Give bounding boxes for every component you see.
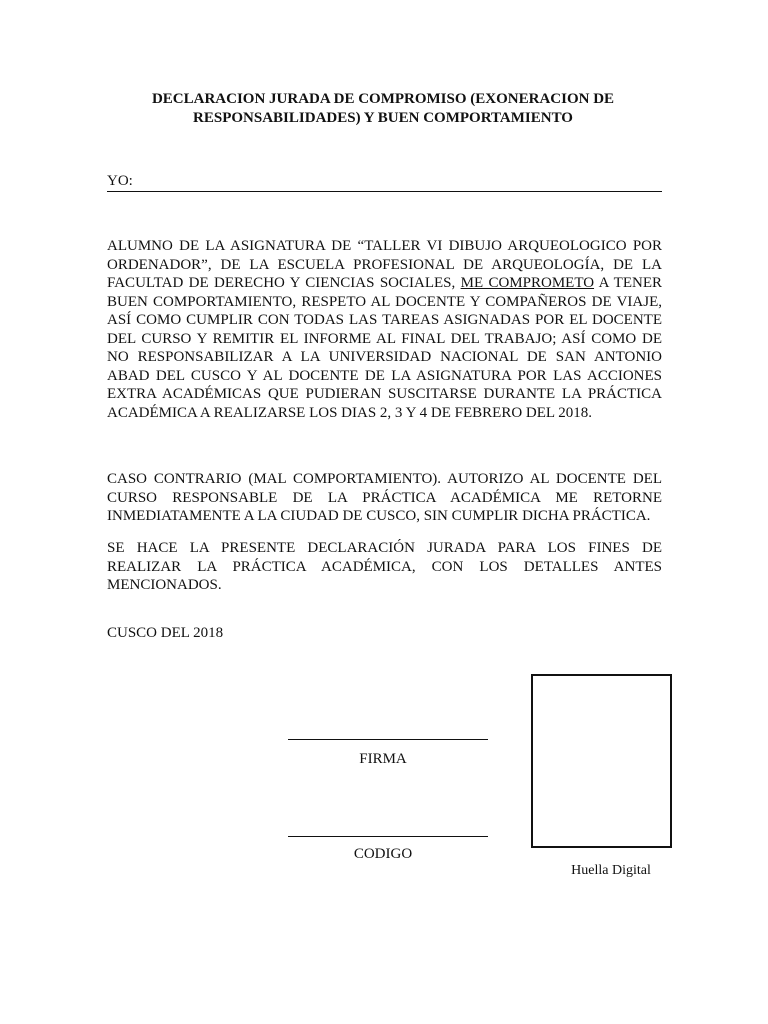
yo-label: YO: — [107, 173, 133, 189]
signature-label: FIRMA — [359, 751, 407, 767]
misconduct-paragraph: CASO CONTRARIO (MAL COMPORTAMIENTO). AUTORIZO AL DOCENTE DEL CURSO RESPONSABLE DE LA PRÁCTICA ACADÉMICA ME RETORNE INMEDIATAMENTE A LA CIUDAD DE CUSCO, SIN CUMPLIR DICHA PRÁCTICA. — [107, 471, 662, 524]
thumbprint-box — [531, 674, 672, 848]
code-line[interactable] — [288, 836, 488, 837]
commitment-paragraph — [107, 237, 662, 422]
document-title-line-2: RESPONSABILIDADES) Y BUEN COMPORTAMIENTO — [193, 110, 573, 126]
code-label: CODIGO — [353, 846, 413, 862]
thumbprint-label: Huella Digital — [571, 863, 651, 878]
me-comprometo-underlined: ME COMPROMETO — [460, 275, 595, 291]
signature-line[interactable] — [288, 739, 488, 740]
yo-name-field[interactable] — [107, 171, 662, 192]
document-title-line-1: DECLARACION JURADA DE COMPROMISO (EXONERACION DE — [151, 91, 615, 107]
place-date-line: CUSCO DEL 2018 — [107, 625, 224, 641]
commitment-text-start: ALUMNO DE LA ASIGNATURA DE “TALLER VI DIBUJO ARQUEOLOGICO POR ORDENADOR”, DE LA ESCUELA PROFESIONAL DE ARQUEOLOGÍA, DE LA FACULTAD DE DERECHO Y CIENCIAS SOCIALES, — [107, 238, 662, 291]
declaration-paragraph: SE HACE LA PRESENTE DECLARACIÓN JURADA PARA LOS FINES DE REALIZAR LA PRÁCTICA ACADÉMICA, CON LOS DETALLES ANTES MENCIONADOS. — [107, 540, 662, 593]
commitment-text-end: A TENER BUEN COMPORTAMIENTO, RESPETO AL DOCENTE Y COMPAÑEROS DE VIAJE, ASÍ COMO CUMPLIR CON TODAS LAS TAREAS ASIGNADAS POR EL DOCENTE DEL CURSO Y REMITIR EL INFORME AL FINAL DEL TRABAJO; ASÍ COMO DE NO RESPONSABILIZAR A LA UNIVERSIDAD NACIONAL DE SAN ANTONIO ABAD DEL CUSCO Y AL DOCENTE DE LA ASIGNATURA POR LAS ACCIONES EXTRA ACADÉMICAS QUE PUDIERAN SUSCITARSE DURANTE LA PRÁCTICA ACADÉMICA A REALIZARSE LOS DIAS 2, 3 Y 4 DE FEBRERO DEL 2018. — [107, 275, 662, 421]
document-title — [150, 90, 616, 128]
